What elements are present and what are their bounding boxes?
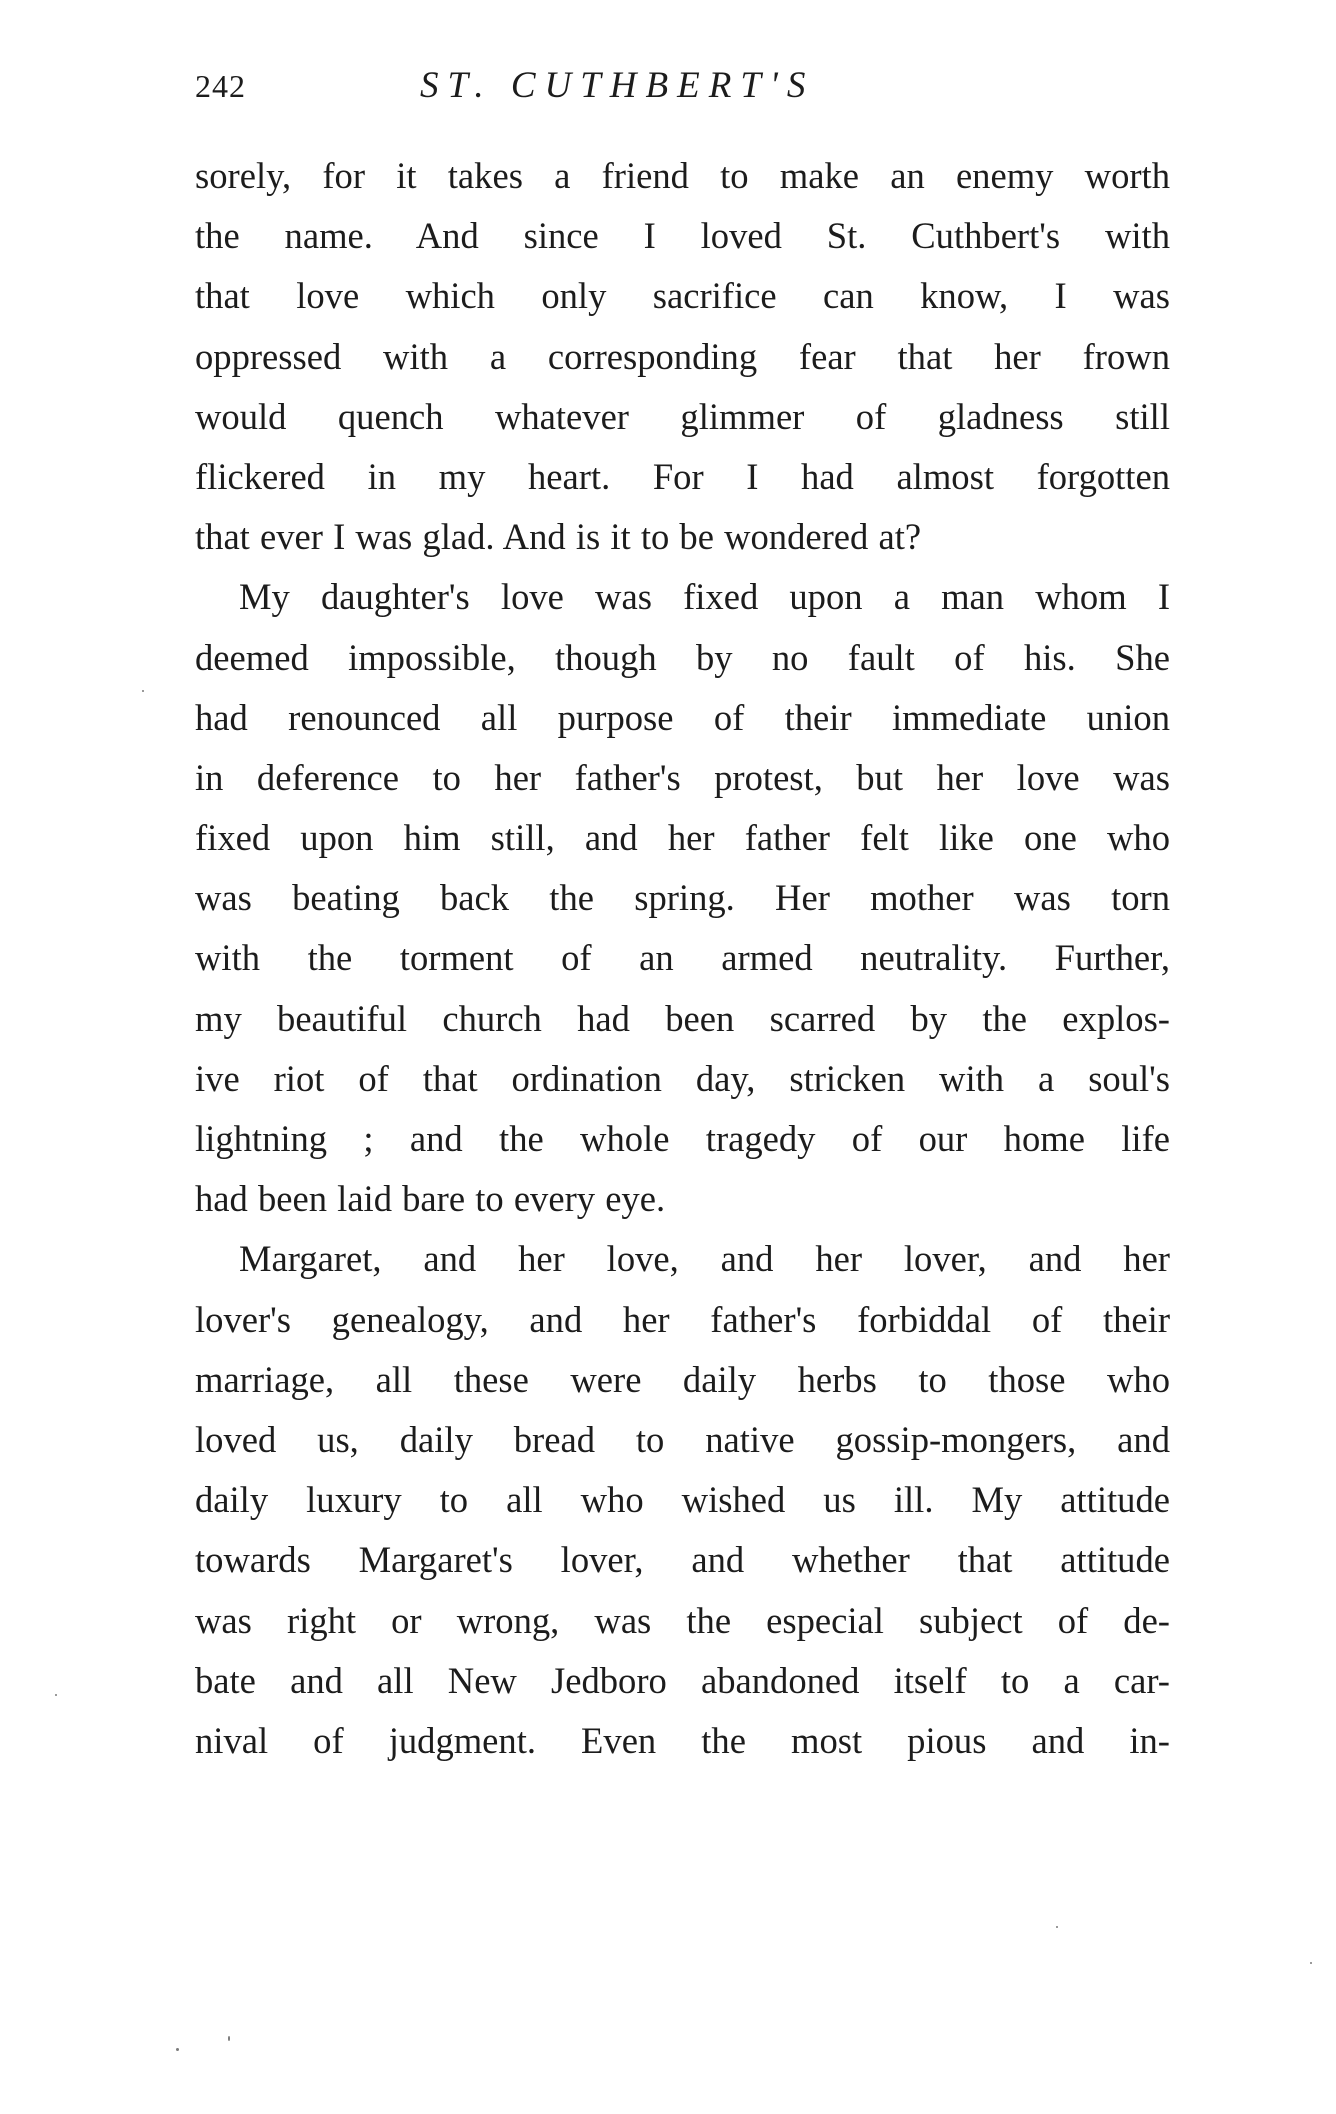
- scan-speck: [142, 690, 144, 692]
- paragraph-1: [195, 146, 1170, 567]
- page-number: 242: [195, 68, 246, 104]
- text-line: loved us, daily bread to native gossip-mongers, and: [195, 1418, 1170, 1460]
- text-line: had been laid bare to every eye.: [195, 1178, 666, 1220]
- running-title: ST. CUTHBERT'S: [420, 65, 815, 106]
- text-line: deemed impossible, though by no fault of his. She: [195, 636, 1170, 678]
- text-line: marriage, all these were daily herbs to those who: [195, 1358, 1170, 1400]
- scan-speck: [1310, 1962, 1312, 1964]
- text-line: my beautiful church had been scarred by the explos-: [195, 997, 1170, 1039]
- text-line: would quench whatever glimmer of gladness still: [195, 395, 1170, 437]
- text-line: My daughter's love was fixed upon a man whom I: [239, 576, 1170, 618]
- text-line: fixed upon him still, and her father felt like one who: [195, 817, 1170, 859]
- scan-speck: [228, 2036, 230, 2041]
- page-header: [195, 60, 1170, 116]
- scan-speck: [1056, 1926, 1058, 1928]
- text-line: that ever I was glad. And is it to be wondered at?: [195, 516, 922, 558]
- text-line: nival of judgment. Even the most pious and in-: [195, 1719, 1170, 1761]
- body-text: [195, 146, 1170, 1771]
- text-line: flickered in my heart. For I had almost forgotten: [195, 455, 1170, 497]
- scan-speck: [176, 2048, 179, 2051]
- text-line: the name. And since I loved St. Cuthbert's with: [195, 215, 1170, 257]
- text-line: towards Margaret's lover, and whether that attitude: [195, 1539, 1170, 1581]
- text-line: lightning ; and the whole tragedy of our home life: [195, 1118, 1170, 1159]
- paragraph-2: [195, 567, 1170, 1229]
- scan-speck: [55, 1694, 57, 1696]
- text-line: in deference to her father's protest, but her love was: [195, 756, 1170, 798]
- text-line: with the torment of an armed neutrality. Further,: [195, 937, 1170, 979]
- text-line: lover's genealogy, and her father's forbiddal of their: [195, 1298, 1170, 1340]
- text-line: that love which only sacrifice can know, I was: [195, 275, 1170, 317]
- text-line: had renounced all purpose of their immediate union: [195, 696, 1170, 738]
- text-line: daily luxury to all who wished us ill. My attitude: [195, 1479, 1170, 1521]
- paragraph-3: [195, 1229, 1170, 1771]
- text-line: oppressed with a corresponding fear that her frown: [195, 335, 1170, 377]
- text-line: was beating back the spring. Her mother was torn: [195, 877, 1170, 919]
- text-line: ive riot of that ordination day, stricken with a soul's: [195, 1057, 1170, 1099]
- text-line: was right or wrong, was the especial subject of de-: [195, 1599, 1170, 1641]
- text-line: sorely, for it takes a friend to make an enemy worth: [195, 155, 1170, 196]
- text-line: bate and all New Jedboro abandoned itself to a car-: [195, 1659, 1170, 1701]
- text-line: Margaret, and her love, and her lover, and her: [239, 1238, 1170, 1280]
